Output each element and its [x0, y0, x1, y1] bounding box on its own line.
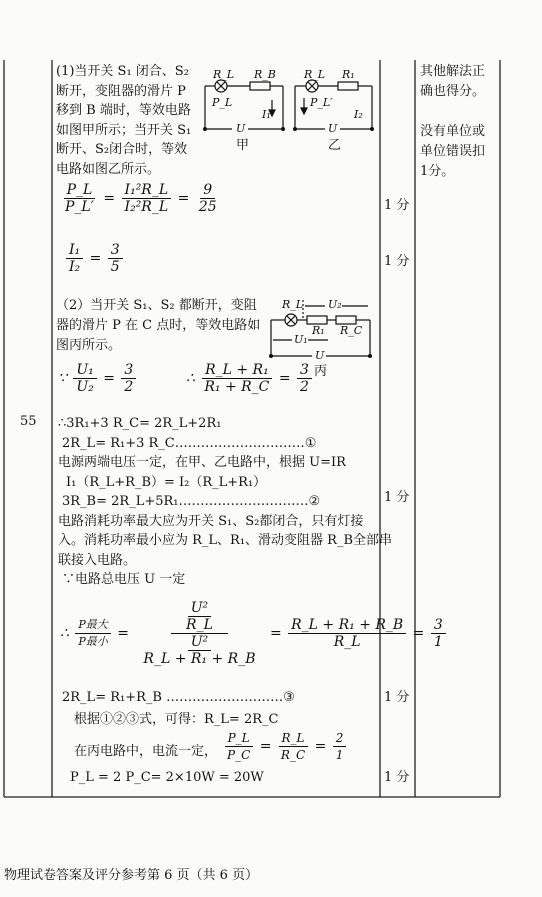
- bing-circuit-line: 在丙电路中，电流一定，: [74, 744, 218, 759]
- yi-r1-label: R₁: [342, 68, 355, 81]
- part1-text: (1)当开关 S₁ 闭合、S₂ 断开，变阻器的滑片 P 移到 B 端时，等效电路 如图甲所示；当开关 S₁ 断开、S₂闭合时，等效 电路如图乙所示。: [56, 64, 192, 177]
- question-number: 55: [20, 414, 37, 429]
- score: 1 分: [384, 198, 410, 213]
- note-line: 没有单位或: [420, 124, 486, 139]
- page-footer: 物理试卷答案及评分参考第 6 页（共 6 页）: [4, 868, 259, 883]
- yi-rl-label: R_L: [304, 68, 326, 81]
- bing-u1-label: U₁: [294, 333, 308, 346]
- bing-rc-label: R_C: [340, 324, 363, 337]
- part2-body: ∴3R₁+3 R_C= 2R_L+2R₁ 2R_L= R₁+3 R_C…………………………① 电源两端电压一定，在甲、乙电路中，根据 U=IR I₁（R_L+R_B）= I₂（R_L+R₁） 3R_B= 2R_L+5R₁…………………………② 电路消耗功率最大应为开关 S₁、S₂都闭合，只有灯接 入。消耗功率最小应为 R_L、R₁、滑动变阻器 R_B全部串 联接入电路。 ∵电路总电压 U 一定: [58, 416, 393, 587]
- score: 1 分: [384, 770, 410, 785]
- yi-i-label: I₂: [354, 108, 363, 121]
- part2-text: （2）当开关 S₁、S₂ 都断开，变阻 器的滑片 P 在 C 点时，等效电路如 图丙所示。: [56, 298, 261, 353]
- jia-i-label: I₁: [262, 108, 271, 121]
- conclusion-line: 根据①②③式，可得：R_L= 2R_C: [74, 712, 279, 727]
- score: 1 分: [384, 254, 410, 269]
- yi-pl-label: P_L′: [310, 96, 333, 109]
- scoring-notes: [420, 62, 485, 182]
- note-line: 其他解法正: [420, 64, 486, 79]
- equation-max-min-power: ∴ $\frac{\text{P最大}}{\text{P最小}}$ = $\frac{\frac{\text{U²}}{R\_L}}{\frac{\text{U²}}{\text{R\_L + R₁ + R\_B}}}$ = $\frac{\text{R\_L + R₁ + R\_B}}{R\_L}$ = $\frac{3}{1}$: [60, 600, 448, 667]
- jia-rl-label: R_L: [213, 68, 235, 81]
- note-line: 1分。: [420, 164, 455, 179]
- jia-u-label: U: [236, 122, 246, 135]
- final-answer: P_L = 2 P_C= 2×10W = 20W: [70, 770, 264, 785]
- note-line: 单位错误扣: [420, 144, 486, 159]
- bing-caption: 丙: [314, 364, 328, 379]
- equation-power-ratio: $\frac{P\_L}{P\_L'}$ = $\frac{\text{I₁²R\_L}}{\text{I₂²R\_L}}$ = $\frac{9}{25}$: [65, 182, 217, 215]
- equation-voltage-ratio: ∵ $\frac{\text{U₁}}{\text{U₂}}$ = $\frac{3}{2}$: [58, 362, 138, 395]
- yi-u-label: U: [328, 122, 338, 135]
- yi-caption: 乙: [328, 138, 342, 153]
- jia-caption: 甲: [236, 138, 250, 153]
- bing-r1-label: R₁: [312, 324, 325, 337]
- bing-rl-label: R_L: [282, 298, 304, 311]
- bing-u2-label: U₂: [328, 298, 342, 311]
- jia-pl-label: P_L: [212, 96, 233, 109]
- equation-pc-ratio: $\frac{P\_L}{P\_C}$ = $\frac{R\_L}{R\_C}$ = $\frac{2}{1}$: [222, 730, 348, 763]
- bing-u-label: U: [315, 349, 325, 362]
- score: 1 分: [384, 690, 410, 705]
- equation-3: 2R_L= R₁+R_B ………………………③: [62, 690, 295, 705]
- score: 1 分: [384, 490, 410, 505]
- note-line: 确也得分。: [420, 84, 486, 99]
- equation-resistance-ratio: ∴ $\frac{\text{R\_L + R₁}}{\text{R₁ + R\_C}}$ = $\frac{3}{2}$: [186, 362, 314, 395]
- jia-rb-label: R_B: [254, 68, 276, 81]
- equation-current-ratio: $\frac{\text{I₁}}{\text{I₂}}$ = $\frac{3}{5}$: [64, 242, 125, 275]
